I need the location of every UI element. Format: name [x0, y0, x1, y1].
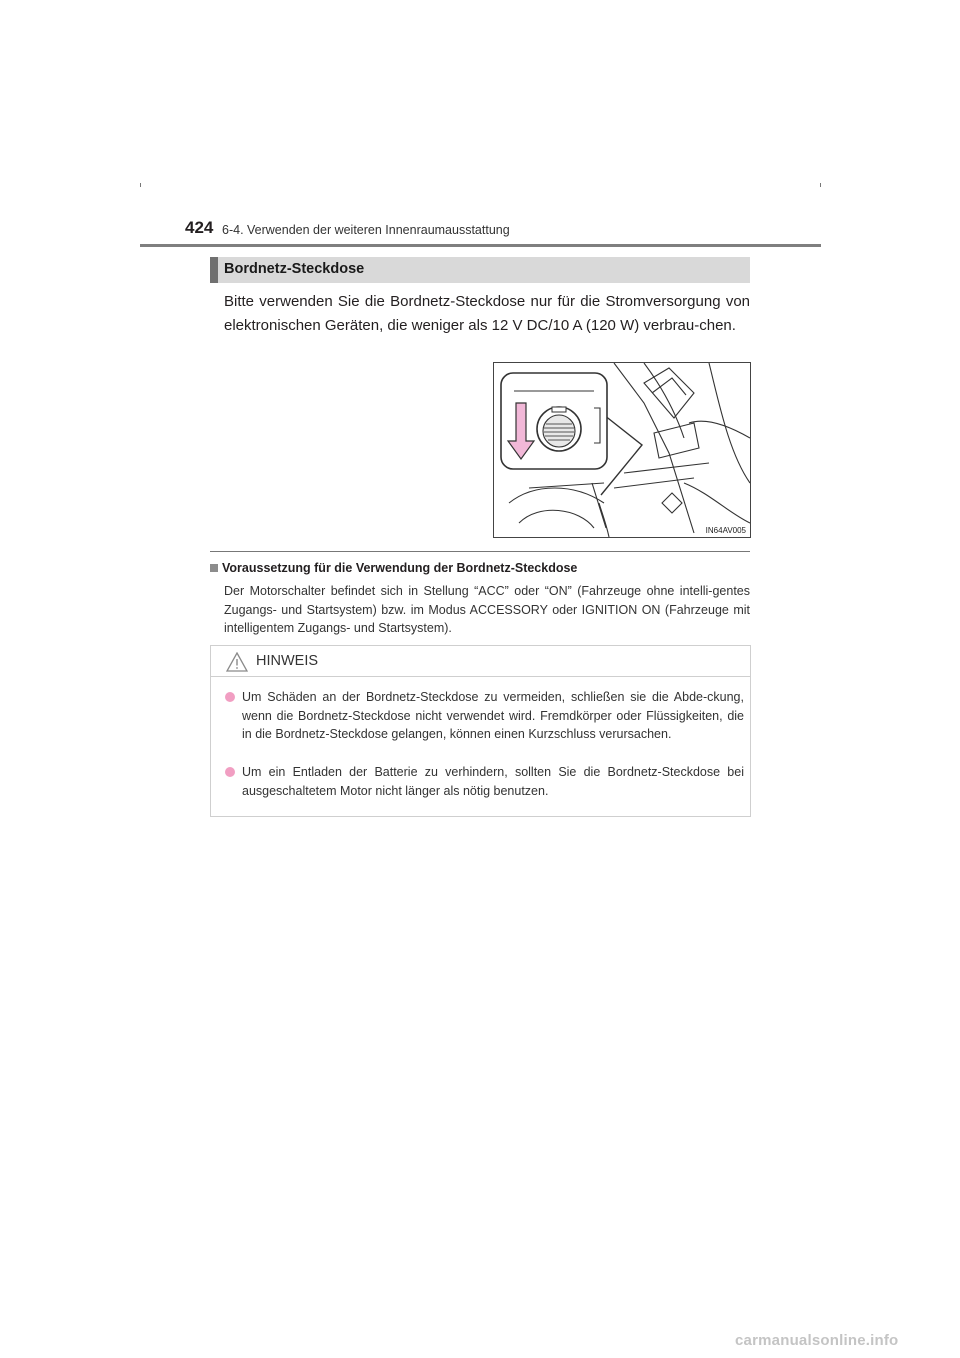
warning-triangle-icon — [226, 652, 248, 672]
subsection-title-row — [210, 561, 577, 575]
subsection-text: Der Motorschalter befindet sich in Stellung “ACC” oder “ON” (Fahrzeuge ohne intelli-gentes Zugangs- und Startsystem) bzw. im Modus ACCESSORY oder IGNITION ON (Fahrzeuge mit intelligentem Zugangs- und Startsystem). — [224, 584, 750, 635]
notice-box — [210, 645, 751, 817]
console-line-drawing — [494, 363, 750, 537]
notice-header — [211, 646, 750, 677]
notice-item — [225, 688, 744, 744]
section-marker — [210, 257, 218, 283]
square-bullet-icon — [210, 564, 218, 572]
crop-mark-right — [820, 183, 821, 187]
notice-item-text: Um ein Entladen der Batterie zu verhindern, sollten Sie die Bordnetz-Steckdose bei ausgeschaltetem Motor nicht länger als nötig benutzen. — [242, 765, 744, 798]
chapter-title: 6-4. Verwenden der weiteren Innenraumausstattung — [222, 223, 510, 237]
crop-mark-left — [140, 183, 141, 187]
subsection-rule — [210, 551, 750, 552]
watermark: carmanualsonline.info — [735, 1332, 899, 1349]
subsection-title: Voraussetzung für die Verwendung der Bordnetz-Steckdose — [222, 561, 578, 575]
notice-item-text: Um Schäden an der Bordnetz-Steckdose zu vermeiden, schließen sie die Abde-ckung, wenn die Bordnetz-Steckdose nicht verwendet wird. Fremdkörper oder Flüssigkeiten, die in die Bordnetz-Steckdose gelangen, können einen Kurzschluss verursachen. — [242, 690, 744, 741]
page-number: 424 — [185, 218, 214, 237]
power-outlet-illustration — [493, 362, 751, 538]
figure-code: IN64AV005 — [705, 526, 746, 535]
section-title: Bordnetz-Steckdose — [224, 261, 365, 277]
notice-title: HINWEIS — [256, 653, 319, 669]
intro-paragraph: Bitte verwenden Sie die Bordnetz-Steckdose nur für die Stromversorgung von elektronischen Geräten, die weniger als 12 V DC/10 A (120 W) verbrau-chen. — [224, 293, 750, 334]
notice-item — [225, 763, 744, 800]
pink-bullet-icon — [225, 767, 235, 777]
header-rule — [140, 244, 821, 247]
section-heading-bar — [210, 257, 750, 283]
pink-bullet-icon — [225, 692, 235, 702]
